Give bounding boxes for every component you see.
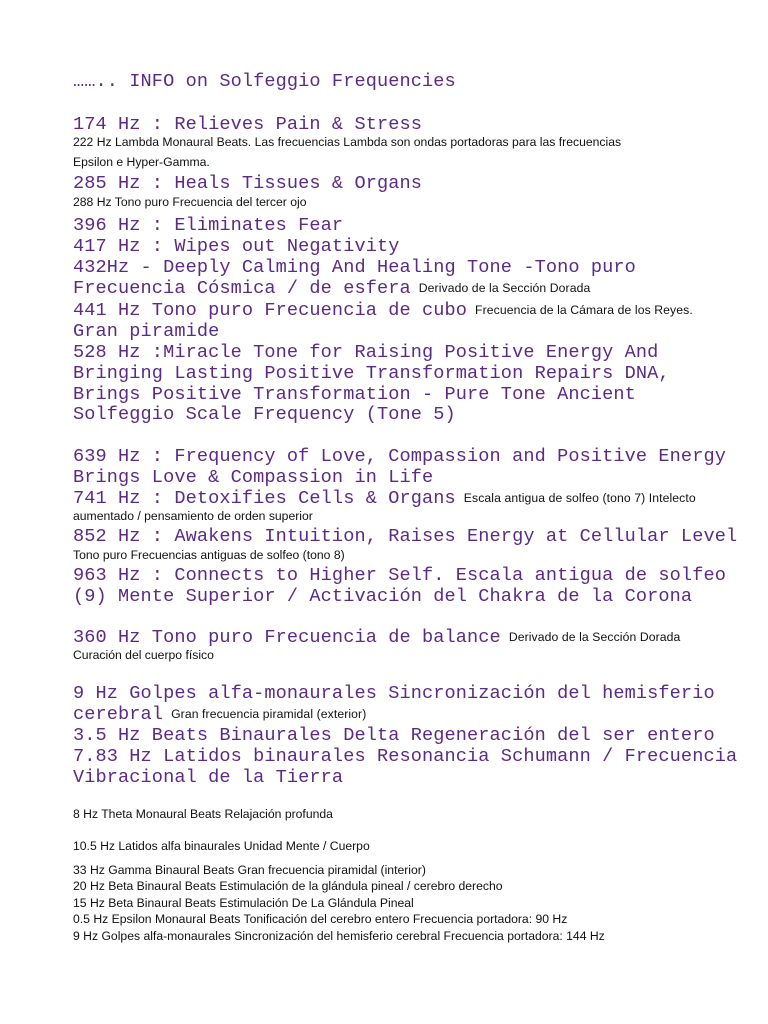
entry-title: 174 Hz : Relieves Pain & Stress bbox=[73, 114, 422, 135]
entry-title: Bringing Lasting Positive Transformation Repairs DNA, bbox=[73, 363, 670, 384]
entry-note: 9 Hz Golpes alfa-monaurales Sincronización del hemisferio cerebral Frecuencia portadora: 144 Hz bbox=[73, 929, 605, 943]
entry-note: 0.5 Hz Epsilon Monaural Beats Tonificación del cerebro entero Frecuencia portadora: 90 Hz bbox=[73, 912, 568, 926]
entry-line bbox=[73, 490, 696, 509]
entry-title: 528 Hz :Miracle Tone for Raising Positive Energy And bbox=[73, 342, 659, 363]
entry-title: 432Hz - Deeply Calming And Healing Tone -Tono puro bbox=[73, 257, 636, 278]
entry-title: (9) Mente Superior / Activación del Chakra de la Corona bbox=[73, 586, 693, 607]
entry-note: Derivado de la Sección Dorada bbox=[418, 281, 591, 295]
entry-title: Brings Love & Compassion in Life bbox=[73, 467, 434, 488]
entry-title: Brings Positive Transformation - Pure Tone Ancient bbox=[73, 384, 636, 405]
entry-title: 7.83 Hz Latidos binaurales Resonancia Schumann / Frecuencia bbox=[73, 746, 738, 767]
entry-title: Gran piramide bbox=[73, 321, 220, 342]
entry-line bbox=[73, 706, 366, 725]
entry-note: Epsilon e Hyper-Gamma. bbox=[73, 155, 210, 169]
entry-note: Tono puro Frecuencias antiguas de solfeo (tono 8) bbox=[73, 548, 345, 562]
entry-title: 639 Hz : Frequency of Love, Compassion and Positive Energy bbox=[73, 446, 726, 467]
entry-title: 441 Hz Tono puro Frecuencia de cubo bbox=[73, 300, 468, 321]
page-heading: …….. INFO on Solfeggio Frequencies bbox=[73, 71, 456, 92]
entry-title: 417 Hz : Wipes out Negativity bbox=[73, 236, 400, 257]
entry-note: 10.5 Hz Latidos alfa binaurales Unidad Mente / Cuerpo bbox=[73, 839, 370, 853]
entry-title: Frecuencia Cósmica / de esfera bbox=[73, 278, 411, 299]
entry-title: cerebral bbox=[73, 704, 164, 725]
entry-note: Derivado de la Sección Dorada bbox=[508, 630, 681, 644]
entry-note: 288 Hz Tono puro Frecuencia del tercer ojo bbox=[73, 195, 307, 209]
entry-title: 963 Hz : Connects to Higher Self. Escala antigua de solfeo bbox=[73, 565, 726, 586]
entry-note: Escala antigua de solfeo (tono 7) Intelecto bbox=[463, 491, 696, 505]
entry-line bbox=[73, 629, 680, 648]
entry-title: 741 Hz : Detoxifies Cells & Organs bbox=[73, 488, 456, 509]
entry-note: 20 Hz Beta Binaural Beats Estimulación de la glándula pineal / cerebro derecho bbox=[73, 879, 503, 893]
entry-note: 15 Hz Beta Binaural Beats Estimulación De La Glándula Pineal bbox=[73, 896, 414, 910]
entry-note: Frecuencia de la Cámara de los Reyes. bbox=[475, 303, 693, 317]
entry-title: Vibracional de la Tierra bbox=[73, 767, 344, 788]
entry-note: aumentado / pensamiento de orden superior bbox=[73, 509, 313, 523]
entry-line bbox=[73, 280, 590, 299]
entry-note: Gran frecuencia piramidal (exterior) bbox=[171, 707, 367, 721]
entry-line bbox=[73, 302, 693, 321]
entry-title: 285 Hz : Heals Tissues & Organs bbox=[73, 173, 422, 194]
entry-title: 852 Hz : Awakens Intuition, Raises Energy at Cellular Level bbox=[73, 526, 738, 547]
entry-note: 222 Hz Lambda Monaural Beats. Las frecuencias Lambda son ondas portadoras para las frecuencias bbox=[73, 135, 622, 149]
entry-title: Solfeggio Scale Frequency (Tone 5) bbox=[73, 404, 456, 425]
entry-note: 8 Hz Theta Monaural Beats Relajación profunda bbox=[73, 807, 333, 821]
entry-title: 9 Hz Golpes alfa-monaurales Sincronización del hemisferio bbox=[73, 683, 715, 704]
entry-note: Curación del cuerpo físico bbox=[73, 648, 214, 662]
entry-title: 3.5 Hz Beats Binaurales Delta Regeneración del ser entero bbox=[73, 725, 715, 746]
entry-title: 360 Hz Tono puro Frecuencia de balance bbox=[73, 627, 501, 648]
entry-note: 33 Hz Gamma Binaural Beats Gran frecuencia piramidal (interior) bbox=[73, 863, 426, 877]
entry-title: 396 Hz : Eliminates Fear bbox=[73, 215, 344, 236]
